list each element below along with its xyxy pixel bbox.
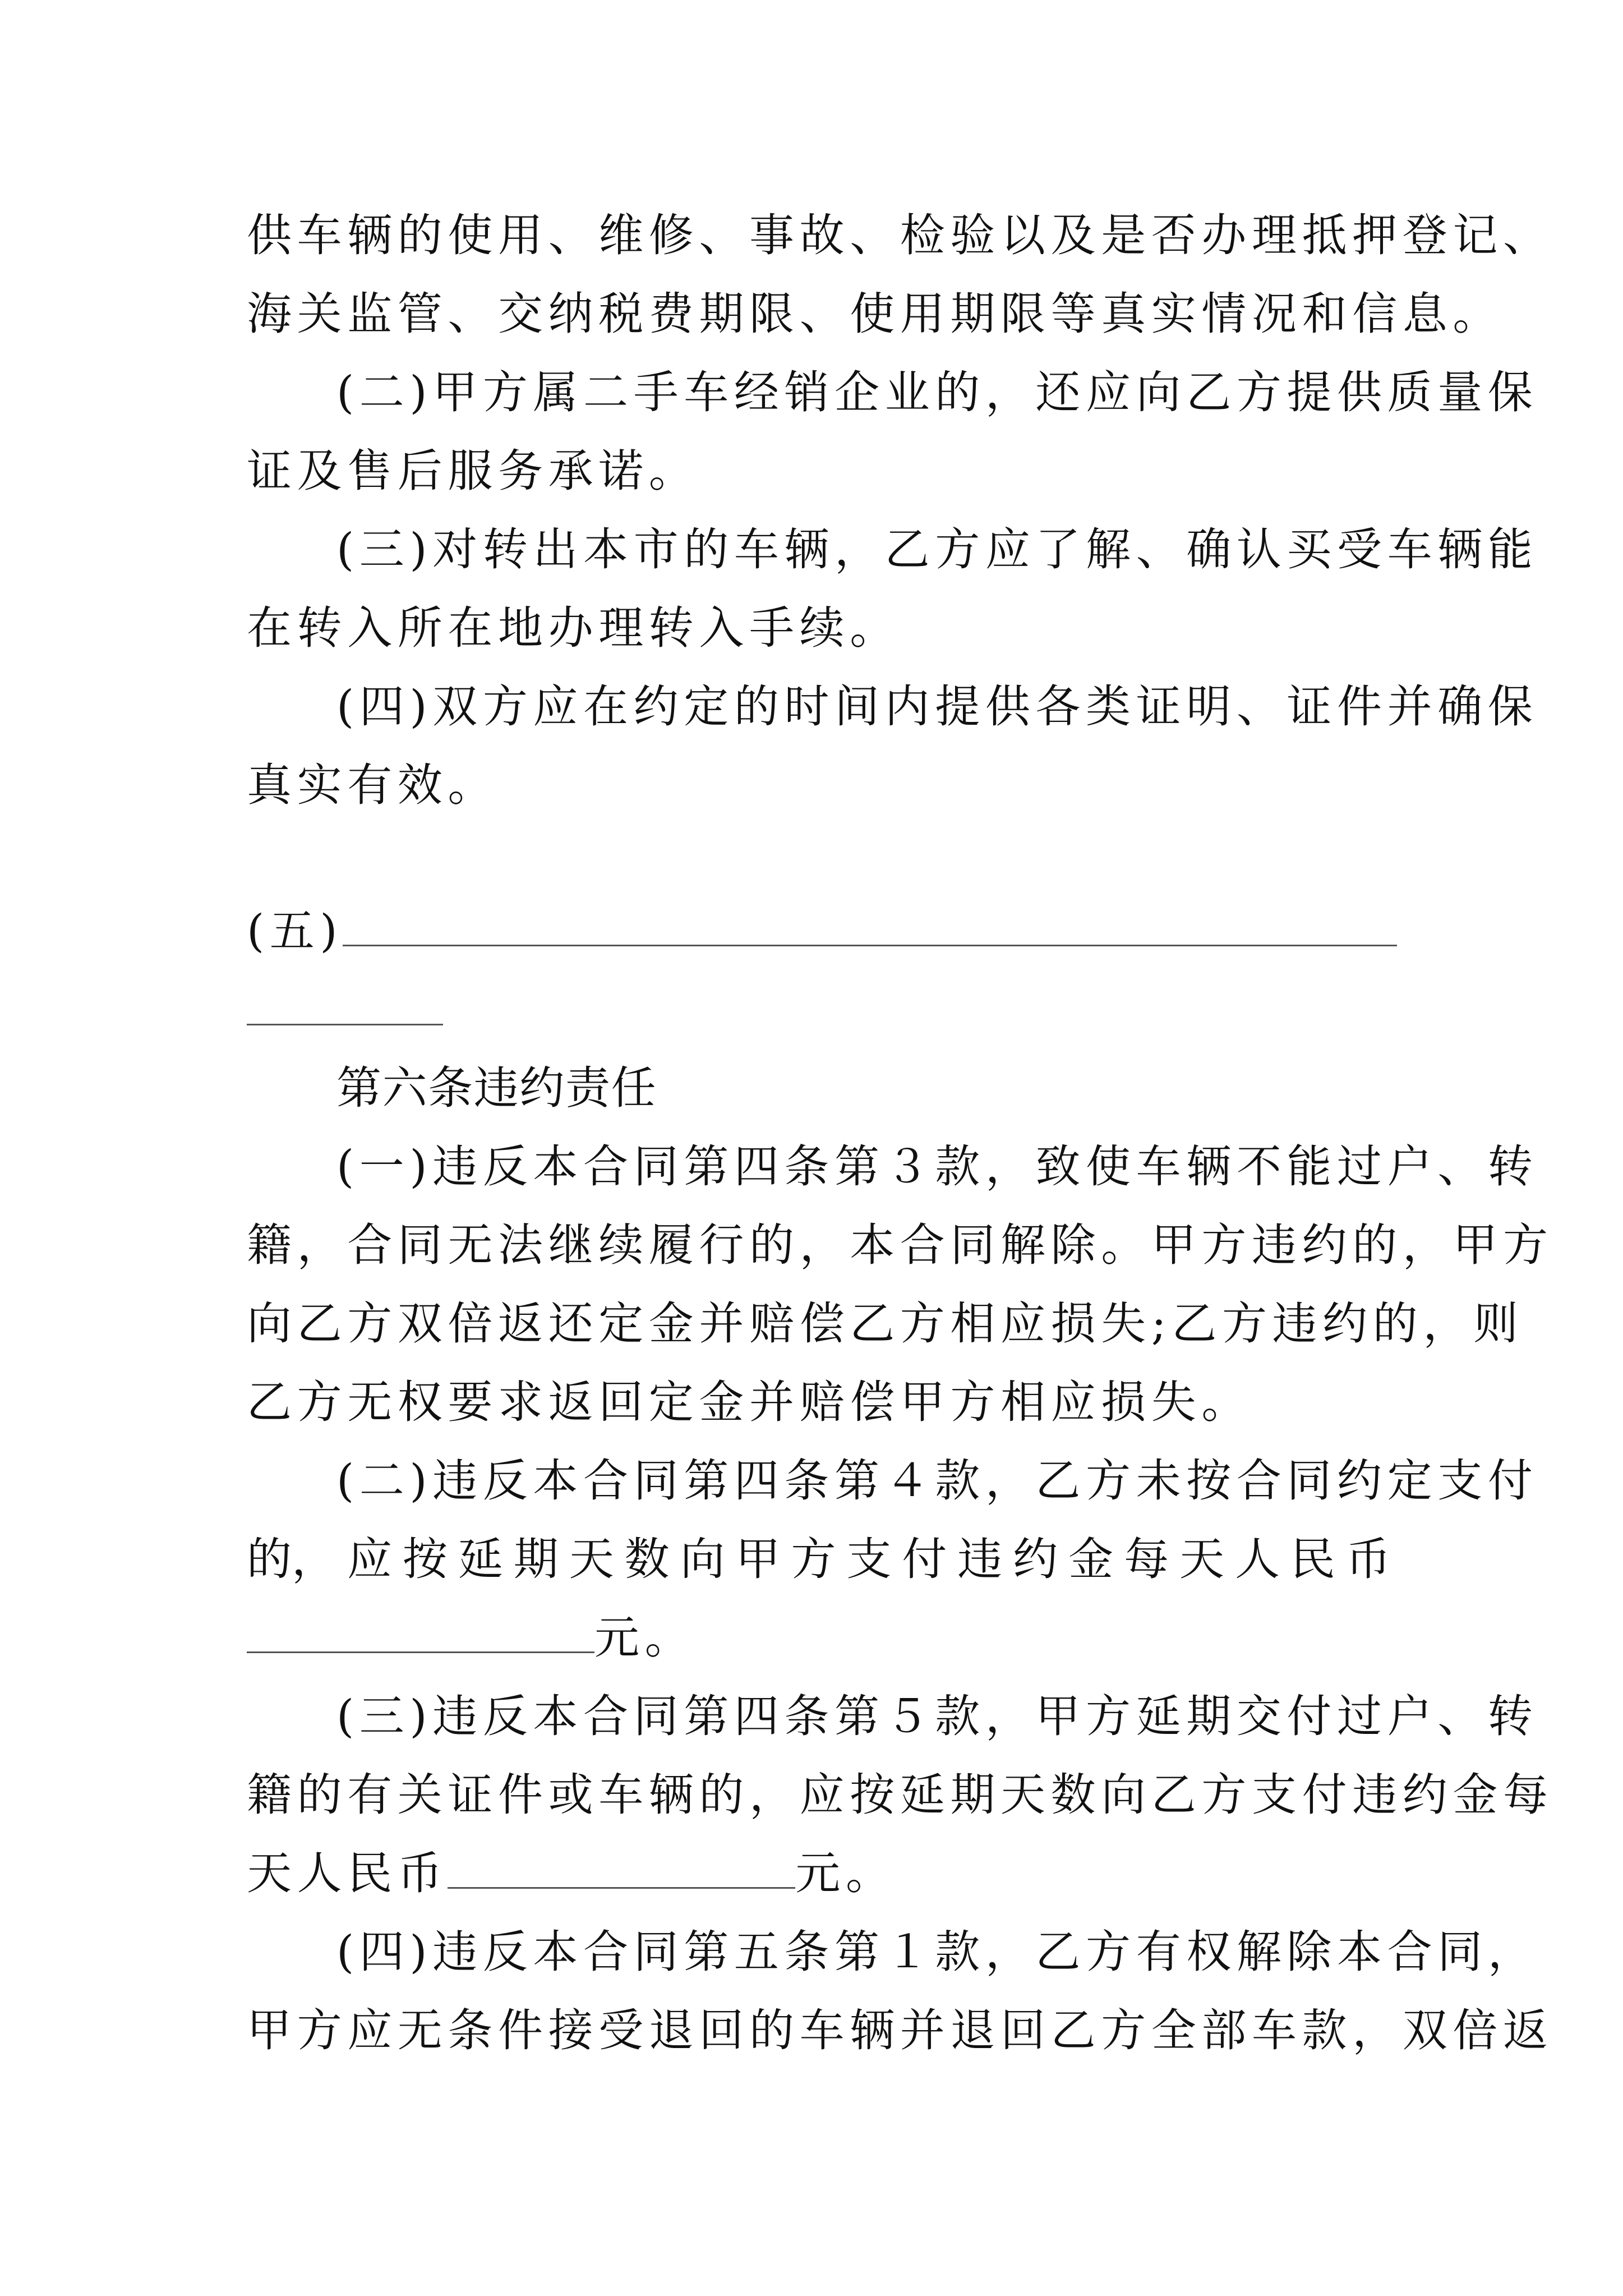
body-line: 向乙方双倍返还定金并赔偿乙方相应损失;乙方违约的，则 — [247, 1297, 1524, 1350]
clause-2-line: (二)甲方属二手车经销企业的，还应向乙方提供质量保 — [336, 366, 1538, 418]
body-line: 供车辆的使用、维修、事故、检验以及是否办理抵押登记、 — [247, 209, 1553, 261]
word: 按 — [402, 1533, 448, 1585]
amount-line — [247, 1610, 1391, 1666]
clause-4-line: (四)双方应在约定的时间内提供各类证明、证件并确保 — [336, 680, 1538, 733]
fill-in-blank — [247, 976, 443, 1025]
word: 支 — [846, 1533, 892, 1585]
word: 每 — [1124, 1533, 1169, 1585]
body-line: 真实有效。 — [247, 759, 498, 811]
word: 天 — [569, 1533, 614, 1585]
justified-line — [247, 1531, 1391, 1588]
word: 金 — [1068, 1533, 1114, 1585]
blank-continuation-line — [247, 976, 1391, 1032]
fill-in-blank — [448, 1848, 795, 1889]
currency-unit: 元。 — [795, 1847, 896, 1899]
word: 数 — [624, 1533, 670, 1585]
body-line: 证及售后服务承诺。 — [247, 445, 699, 497]
body-line: 海关监管、交纳税费期限、使用期限等真实情况和信息。 — [247, 288, 1503, 340]
penalty-2-line: (二)违反本合同第四条第４款，乙方未按合同约定支付 — [336, 1455, 1538, 1507]
penalty-1-line: (一)违反本合同第四条第３款，致使车辆不能过户、转 — [336, 1140, 1538, 1193]
penalty-3-line: (三)违反本合同第四条第５款，甲方延期交付过户、转 — [336, 1690, 1538, 1742]
word: 约 — [1013, 1533, 1058, 1585]
word: 应 — [347, 1533, 392, 1585]
word: 人 — [1234, 1533, 1280, 1585]
clause-5-line — [247, 903, 1391, 959]
word: 期 — [513, 1533, 559, 1585]
clause-3-line: (三)对转出本市的车辆，乙方应了解、确认买受车辆能 — [336, 523, 1538, 576]
amount-prefix: 天人民币 — [247, 1847, 448, 1899]
word: 付 — [902, 1533, 947, 1585]
penalty-4-line: (四)违反本合同第五条第１款，乙方有权解除本合同， — [336, 1926, 1538, 1978]
body-line: 乙方无权要求返回定金并赔偿甲方相应损失。 — [247, 1376, 1252, 1428]
body-line: 籍的有关证件或车辆的，应按延期天数向乙方支付违约金每 — [247, 1769, 1553, 1821]
body-line: 甲方应无条件接受退回的车辆并退回乙方全部车款，双倍返 — [247, 2004, 1553, 2056]
section-heading: 第六条违约责任 — [336, 1062, 657, 1114]
word: 民 — [1290, 1533, 1335, 1585]
word: 的， — [247, 1533, 336, 1585]
word: 违 — [957, 1533, 1003, 1585]
clause-5-label: (五) — [247, 905, 343, 957]
word: 天 — [1179, 1533, 1224, 1585]
currency-unit: 元。 — [594, 1612, 695, 1664]
amount-line — [247, 1846, 1391, 1902]
word: 甲 — [735, 1533, 781, 1585]
word: 延 — [458, 1533, 503, 1585]
word: 币 — [1345, 1533, 1391, 1585]
fill-in-blank — [343, 905, 1397, 946]
word: 方 — [791, 1533, 836, 1585]
body-line: 籍，合同无法继续履行的，本合同解除。甲方违约的，甲方 — [247, 1219, 1553, 1271]
body-line: 在转入所在地办理转入手续。 — [247, 602, 900, 654]
word: 向 — [680, 1533, 725, 1585]
fill-in-blank — [247, 1612, 594, 1653]
